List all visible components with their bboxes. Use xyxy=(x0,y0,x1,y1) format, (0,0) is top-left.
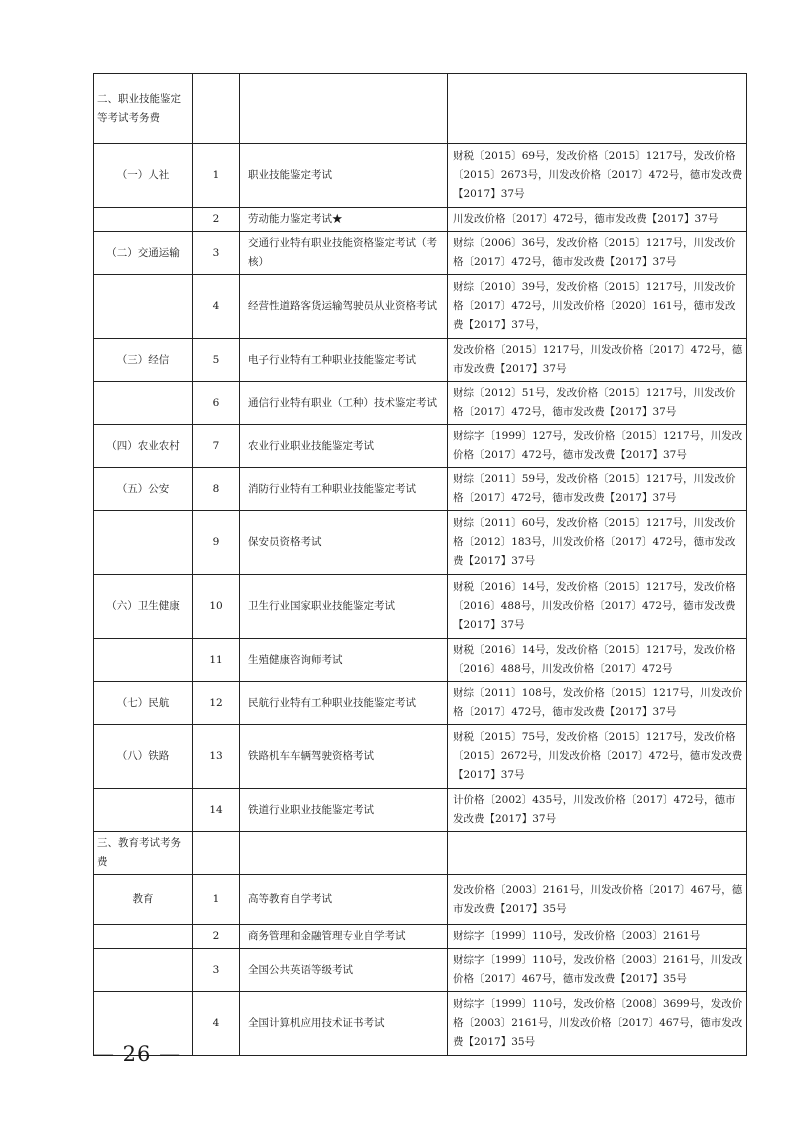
item-name-cell: 铁路机车车辆驾驶资格考试 xyxy=(240,725,448,789)
table-row xyxy=(94,789,747,832)
category-cell: （七）民航 xyxy=(94,682,193,725)
number-cell: 2 xyxy=(193,208,240,232)
basis-cell: 川发改价格〔2017〕472号，德市发改费【2017】37号 xyxy=(448,208,747,232)
basis-cell: 财综〔2012〕51号，发改价格〔2015〕1217号，川发改价格〔2017〕472号，德市发改费【2017】37号 xyxy=(448,382,747,425)
table-row xyxy=(94,682,747,725)
number-cell: 11 xyxy=(193,639,240,682)
basis-cell: 财税〔2016〕14号，发改价格〔2015〕1217号，发改价格〔2016〕488号，川发改价格〔2017〕472号 xyxy=(448,639,747,682)
category-cell xyxy=(94,208,193,232)
table-row xyxy=(94,949,747,992)
category-cell xyxy=(94,949,193,992)
basis-cell: 财税〔2016〕14号，发改价格〔2015〕1217号，发改价格〔2016〕488号，川发改价格〔2017〕472号，德市发改费【2017】37号 xyxy=(448,575,747,639)
number-cell: 1 xyxy=(193,875,240,925)
basis-cell: 财综〔2011〕60号，发改价格〔2015〕1217号，川发改价格〔2012〕183号，川发改价格〔2017〕472号，德市发改费【2017】37号 xyxy=(448,511,747,575)
number-cell: 13 xyxy=(193,725,240,789)
category-cell xyxy=(94,925,193,949)
category-cell xyxy=(94,382,193,425)
number-cell: 1 xyxy=(193,144,240,208)
item-name-cell: 商务管理和金融管理专业自学考试 xyxy=(240,925,448,949)
category-cell xyxy=(94,275,193,339)
category-cell: （六）卫生健康 xyxy=(94,575,193,639)
table-row xyxy=(94,992,747,1056)
number-cell: 6 xyxy=(193,382,240,425)
item-name-cell xyxy=(240,832,448,875)
item-name-cell: 农业行业职业技能鉴定考试 xyxy=(240,425,448,468)
number-cell: 10 xyxy=(193,575,240,639)
item-name-cell: 全国计算机应用技术证书考试 xyxy=(240,992,448,1056)
basis-cell: 财税〔2015〕75号，发改价格〔2015〕1217号，发改价格〔2015〕2672号，川发改价格〔2017〕472号，德市发改费【2017】37号 xyxy=(448,725,747,789)
basis-cell: 财综〔2011〕59号，发改价格〔2015〕1217号，川发改价格〔2017〕472号，德市发改费【2017】37号 xyxy=(448,468,747,511)
category-cell: （二）交通运输 xyxy=(94,232,193,275)
category-cell: （八）铁路 xyxy=(94,725,193,789)
table-row xyxy=(94,74,747,144)
item-name-cell: 经营性道路客货运输驾驶员从业资格考试 xyxy=(240,275,448,339)
basis-cell: 财综字〔1999〕110号，发改价格〔2008〕3699号，发改价格〔2003〕2161号，川发改价格〔2017〕467号，德市发改费【2017】35号 xyxy=(448,992,747,1056)
basis-cell: 财综字〔1999〕110号，发改价格〔2003〕2161号，川发改价格〔2017〕467号，德市发改费【2017】35号 xyxy=(448,949,747,992)
category-cell: 二、职业技能鉴定等考试考务费 xyxy=(94,74,193,144)
table-row xyxy=(94,925,747,949)
table-row xyxy=(94,875,747,925)
number-cell xyxy=(193,74,240,144)
basis-cell: 发改价格〔2015〕1217号，川发改价格〔2017〕472号，德市发改费【2017】37号 xyxy=(448,339,747,382)
table-row xyxy=(94,639,747,682)
table-row xyxy=(94,232,747,275)
item-name-cell: 铁道行业职业技能鉴定考试 xyxy=(240,789,448,832)
table-row xyxy=(94,144,747,208)
item-name-cell: 高等教育自学考试 xyxy=(240,875,448,925)
number-cell: 4 xyxy=(193,275,240,339)
basis-cell xyxy=(448,74,747,144)
basis-cell: 财综字〔1999〕127号，发改价格〔2015〕1217号，川发改价格〔2017〕472号，德市发改费【2017】37号 xyxy=(448,425,747,468)
category-cell xyxy=(94,511,193,575)
table-row xyxy=(94,339,747,382)
number-cell: 2 xyxy=(193,925,240,949)
table-row xyxy=(94,511,747,575)
basis-cell: 财综〔2010〕39号，发改价格〔2015〕1217号，川发改价格〔2017〕472号，川发改价格〔2020〕161号，德市发改费【2017】37号， xyxy=(448,275,747,339)
item-name-cell: 保安员资格考试 xyxy=(240,511,448,575)
item-name-cell: 劳动能力鉴定考试★ xyxy=(240,208,448,232)
table-row xyxy=(94,208,747,232)
page-number: — 26 — xyxy=(93,1042,182,1066)
category-cell: （四）农业农村 xyxy=(94,425,193,468)
table-row xyxy=(94,382,747,425)
basis-cell: 财综〔2006〕36号，发改价格〔2015〕1217号，川发改价格〔2017〕472号，德市发改费【2017】37号 xyxy=(448,232,747,275)
basis-cell: 发改价格〔2003〕2161号，川发改价格〔2017〕467号，德市发改费【2017】35号 xyxy=(448,875,747,925)
number-cell: 14 xyxy=(193,789,240,832)
number-cell: 12 xyxy=(193,682,240,725)
item-name-cell: 职业技能鉴定考试 xyxy=(240,144,448,208)
number-cell: 9 xyxy=(193,511,240,575)
item-name-cell xyxy=(240,74,448,144)
basis-cell: 财综字〔1999〕110号，发改价格〔2003〕2161号 xyxy=(448,925,747,949)
number-cell: 5 xyxy=(193,339,240,382)
item-name-cell: 消防行业特有工种职业技能鉴定考试 xyxy=(240,468,448,511)
basis-cell: 财综〔2011〕108号，发改价格〔2015〕1217号，川发改价格〔2017〕472号，德市发改费【2017】37号 xyxy=(448,682,747,725)
number-cell: 3 xyxy=(193,949,240,992)
category-cell xyxy=(94,789,193,832)
number-cell: 4 xyxy=(193,992,240,1056)
number-cell: 3 xyxy=(193,232,240,275)
category-cell: （五）公安 xyxy=(94,468,193,511)
table-row xyxy=(94,425,747,468)
table-row xyxy=(94,725,747,789)
item-name-cell: 全国公共英语等级考试 xyxy=(240,949,448,992)
category-cell: 三、教育考试考务费 xyxy=(94,832,193,875)
number-cell: 7 xyxy=(193,425,240,468)
item-name-cell: 生殖健康咨询师考试 xyxy=(240,639,448,682)
item-name-cell: 卫生行业国家职业技能鉴定考试 xyxy=(240,575,448,639)
fee-table-body xyxy=(94,74,747,1056)
table-row xyxy=(94,468,747,511)
category-cell xyxy=(94,639,193,682)
category-cell: 教育 xyxy=(94,875,193,925)
item-name-cell: 民航行业特有工种职业技能鉴定考试 xyxy=(240,682,448,725)
table-row xyxy=(94,832,747,875)
number-cell xyxy=(193,832,240,875)
item-name-cell: 通信行业特有职业（工种）技术鉴定考试 xyxy=(240,382,448,425)
basis-cell: 财税〔2015〕69号，发改价格〔2015〕1217号，发改价格〔2015〕2673号，川发改价格〔2017〕472号，德市发改费【2017】37号 xyxy=(448,144,747,208)
category-cell: （三）经信 xyxy=(94,339,193,382)
basis-cell xyxy=(448,832,747,875)
number-cell: 8 xyxy=(193,468,240,511)
item-name-cell: 交通行业特有职业技能资格鉴定考试（考核） xyxy=(240,232,448,275)
fee-table xyxy=(93,73,747,1056)
table-row xyxy=(94,275,747,339)
basis-cell: 计价格〔2002〕435号，川发改价格〔2017〕472号，德市发改费【2017】37号 xyxy=(448,789,747,832)
item-name-cell: 电子行业特有工种职业技能鉴定考试 xyxy=(240,339,448,382)
table-row xyxy=(94,575,747,639)
category-cell: （一）人社 xyxy=(94,144,193,208)
